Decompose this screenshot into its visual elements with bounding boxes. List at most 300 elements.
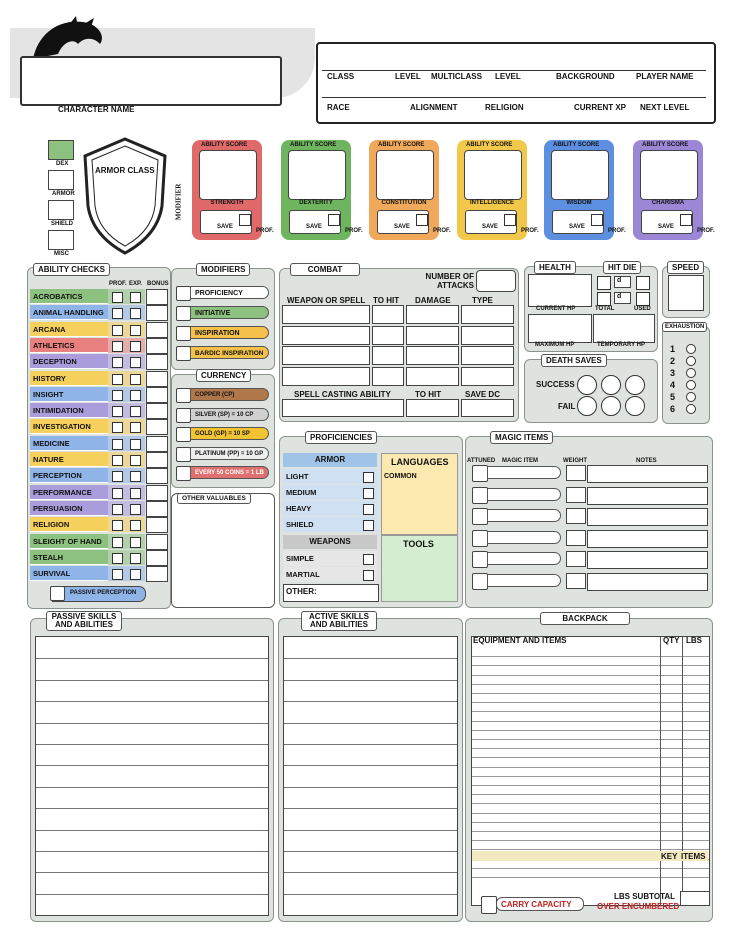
save-input[interactable]	[289, 210, 341, 234]
exhaustion-circle[interactable]	[686, 368, 696, 378]
exp-checkbox[interactable]	[130, 520, 141, 531]
weight-input[interactable]	[566, 487, 586, 503]
notes-input[interactable]	[587, 530, 708, 548]
exhaustion-circle[interactable]	[686, 356, 696, 366]
fail-circle-2[interactable]	[601, 396, 621, 416]
save-label: SAVE	[482, 224, 498, 230]
modifier-inspiration[interactable]: INSPIRATION	[190, 326, 269, 339]
magic-item-col-label: MAGIC ITEM	[502, 458, 538, 464]
ability-constitution[interactable]	[369, 140, 451, 240]
max-hp-label: MAXIMUM HP	[535, 342, 575, 348]
currency-2[interactable]: GOLD (GP) = 10 SP	[190, 427, 269, 440]
modifier-initiative[interactable]: INITIATIVE	[190, 306, 269, 319]
tohit-input[interactable]	[372, 367, 404, 386]
background-label: BACKGROUND	[556, 72, 615, 81]
exhaustion-level: 4	[670, 380, 676, 390]
fail-circle-3[interactable]	[625, 396, 645, 416]
backpack-line	[472, 840, 709, 841]
skill-perception: PERCEPTION	[30, 468, 108, 483]
exp-checkbox[interactable]	[130, 374, 141, 385]
weight-input[interactable]	[566, 530, 586, 546]
magic-item-input[interactable]	[487, 509, 561, 522]
notes-input[interactable]	[587, 508, 708, 526]
type-input[interactable]	[461, 305, 514, 324]
active-skills-lines[interactable]	[283, 636, 458, 916]
exp-checkbox[interactable]	[130, 569, 141, 580]
player-name-label: PLAYER NAME	[636, 72, 694, 81]
currency-4[interactable]: EVERY 50 COINS = 1 LB	[190, 466, 269, 479]
prof-checkbox[interactable]	[112, 390, 123, 401]
ability-intelligence[interactable]	[457, 140, 539, 240]
exp-checkbox[interactable]	[130, 292, 141, 303]
ruled-line	[36, 808, 268, 809]
class-label: CLASS	[327, 72, 355, 81]
ruled-line	[36, 658, 268, 659]
ruled-line	[36, 701, 268, 702]
bonus-input[interactable]	[146, 289, 168, 305]
save-prof-checkbox[interactable]	[416, 214, 428, 226]
armor-prof-checkbox[interactable]	[363, 488, 374, 499]
bonus-input[interactable]	[146, 566, 168, 582]
race-label: RACE	[327, 103, 350, 112]
ability-score-label: ABILITY SCORE	[553, 142, 600, 148]
backpack-line	[472, 675, 709, 676]
notes-input[interactable]	[587, 487, 708, 505]
weight-input[interactable]	[566, 508, 586, 524]
over-encumbered-label: OVER ENCUMBERED	[597, 902, 680, 911]
exp-checkbox[interactable]	[130, 406, 141, 417]
ability-name: STRENGTH	[210, 200, 244, 206]
armor-prof-checkbox[interactable]	[363, 520, 374, 531]
ability-name: DEXTERITY	[299, 200, 333, 206]
save-input[interactable]	[552, 210, 604, 234]
spell-tohit-input[interactable]	[406, 399, 459, 417]
success-circle-1[interactable]	[577, 375, 597, 395]
bonus-input[interactable]	[146, 501, 168, 517]
prof-checkbox[interactable]	[112, 553, 123, 564]
prof-checkbox[interactable]	[112, 455, 123, 466]
tools-label: TOOLS	[403, 539, 434, 549]
currency-3[interactable]: PLATINUM (PP) = 10 GP	[190, 447, 269, 460]
backpack-line	[472, 785, 709, 786]
coin-cap	[176, 408, 191, 423]
damage-col-label: DAMAGE	[415, 296, 451, 305]
notes-input[interactable]	[587, 573, 708, 591]
speed-input[interactable]	[668, 275, 704, 311]
weapon-prof-simple: SIMPLE	[283, 551, 377, 566]
bonus-input[interactable]	[146, 354, 168, 370]
save-prof-checkbox[interactable]	[680, 214, 692, 226]
notes-input[interactable]	[587, 465, 708, 483]
weight-input[interactable]	[566, 551, 586, 567]
armor-prof-medium: MEDIUM	[283, 485, 377, 500]
save-label: SAVE	[569, 224, 585, 230]
backpack-line	[472, 656, 709, 657]
tohit-input[interactable]	[372, 346, 404, 365]
damage-input[interactable]	[406, 326, 459, 345]
prof-checkbox[interactable]	[112, 504, 123, 515]
carry-capacity-cap	[481, 896, 497, 914]
exhaustion-circle[interactable]	[686, 344, 696, 354]
dex-box[interactable]	[48, 140, 74, 160]
exp-checkbox[interactable]	[130, 439, 141, 450]
backpack-line	[472, 794, 709, 795]
ruled-line	[36, 680, 268, 681]
exp-checkbox[interactable]	[130, 553, 141, 564]
exp-checkbox[interactable]	[130, 422, 141, 433]
character-name-field[interactable]	[20, 56, 282, 106]
weapon-prof-checkbox[interactable]	[363, 570, 374, 581]
magic-item-input[interactable]	[487, 531, 561, 544]
ruled-line	[284, 851, 457, 852]
spell-ability-label: SPELL CASTING ABILITY	[294, 390, 391, 399]
skill-deception: DECEPTION	[30, 354, 108, 369]
combat-title: COMBAT	[290, 263, 360, 276]
fail-circle-1[interactable]	[577, 396, 597, 416]
prof-checkbox[interactable]	[112, 520, 123, 531]
bonus-input[interactable]	[146, 403, 168, 419]
exhaustion-title: EXHAUSTION	[662, 322, 707, 332]
save-input[interactable]	[465, 210, 517, 234]
exp-checkbox[interactable]	[130, 455, 141, 466]
temp-hp-input[interactable]	[593, 314, 655, 343]
prof-checkbox[interactable]	[112, 357, 123, 368]
equipment-label: EQUIPMENT AND ITEMS	[473, 636, 567, 645]
lbs-subtotal-input[interactable]	[680, 891, 710, 906]
prof-checkbox[interactable]	[112, 341, 123, 352]
current-hp-label: CURRENT HP	[536, 306, 576, 312]
spell-savedc-input[interactable]	[461, 399, 514, 417]
ability-name: INTELLIGENCE	[469, 200, 514, 206]
ruled-line	[284, 787, 457, 788]
character-name-label: CHARACTER NAME	[58, 105, 135, 114]
ability-checks-title: ABILITY CHECKS	[33, 263, 110, 276]
hit-die-d-field[interactable]: d	[614, 276, 631, 288]
spell-savedc-label: SAVE DC	[465, 390, 500, 399]
bonus-input[interactable]	[146, 338, 168, 354]
ability-name: WISDOM	[566, 200, 592, 206]
modifier-cap	[176, 286, 191, 301]
damage-input[interactable]	[406, 367, 459, 386]
attuned-col-label: ATTUNED	[467, 458, 496, 464]
armor-prof-checkbox[interactable]	[363, 504, 374, 515]
bonus-input[interactable]	[146, 452, 168, 468]
skill-survival: SURVIVAL	[30, 566, 108, 581]
passive-perception-label: PASSIVE PERCEPTION	[70, 590, 137, 596]
backpack-line	[472, 813, 709, 814]
attuned-cap[interactable]	[472, 487, 488, 504]
prof-checkbox[interactable]	[112, 422, 123, 433]
exp-checkbox[interactable]	[130, 488, 141, 499]
modifier-cap	[176, 326, 191, 341]
save-label: SAVE	[394, 224, 410, 230]
skill-history: HISTORY	[30, 371, 108, 386]
ruled-line	[284, 872, 457, 873]
misc-label: MISC	[54, 251, 69, 257]
exp-checkbox[interactable]	[130, 325, 141, 336]
hit-die-total-box[interactable]	[597, 276, 611, 290]
armor-prof-shield: SHIELD	[283, 517, 377, 532]
type-input[interactable]	[461, 367, 514, 386]
tohit-input[interactable]	[372, 305, 404, 324]
ability-score-input[interactable]	[551, 150, 609, 200]
save-prof-checkbox[interactable]	[328, 214, 340, 226]
ruled-line	[36, 765, 268, 766]
skill-athletics: ATHLETICS	[30, 338, 108, 353]
type-input[interactable]	[461, 326, 514, 345]
ability-score-input[interactable]	[376, 150, 434, 200]
backpack-line	[472, 739, 709, 740]
death-saves-title: DEATH SAVES	[541, 354, 607, 367]
save-prof-checkbox[interactable]	[591, 214, 603, 226]
ability-wisdom[interactable]	[544, 140, 626, 240]
save-label: SAVE	[658, 224, 674, 230]
magic-item-input[interactable]	[487, 466, 561, 479]
speed-title: SPEED	[667, 261, 704, 274]
attuned-cap[interactable]	[472, 508, 488, 525]
hit-die-used-box[interactable]	[636, 276, 650, 290]
ruled-line	[36, 830, 268, 831]
save-input[interactable]	[641, 210, 693, 234]
weight-input[interactable]	[566, 573, 586, 589]
currency-1[interactable]: SILVER (SP) = 10 CP	[190, 408, 269, 421]
backpack-line	[472, 702, 709, 703]
bonus-input[interactable]	[146, 485, 168, 501]
ability-name: CONSTITUTION	[381, 200, 427, 206]
hit-die-title: HIT DIE	[603, 261, 641, 274]
bonus-input[interactable]	[146, 468, 168, 484]
hit-die-used-box-2[interactable]	[636, 292, 650, 306]
exp-checkbox[interactable]	[130, 504, 141, 515]
damage-input[interactable]	[406, 305, 459, 324]
exhaustion-circle[interactable]	[686, 404, 696, 414]
prof-checkbox[interactable]	[112, 439, 123, 450]
bonus-input[interactable]	[146, 419, 168, 435]
backpack-line	[472, 711, 709, 712]
level2-label: LEVEL	[495, 72, 521, 81]
exhaustion-circle[interactable]	[686, 380, 696, 390]
multiclass-label: MULTICLASS	[431, 72, 482, 81]
bonus-input[interactable]	[146, 305, 168, 321]
ability-score-label: ABILITY SCORE	[466, 142, 513, 148]
tohit-col-label: TO HIT	[373, 296, 400, 305]
ruled-line	[284, 894, 457, 895]
armor-box[interactable]	[48, 170, 74, 190]
bonus-input[interactable]	[146, 534, 168, 550]
backpack-line	[472, 665, 709, 666]
weapon-input[interactable]	[282, 367, 370, 386]
prof-label: PROF.	[256, 228, 274, 234]
temp-hp-label: TEMPORARY HP	[597, 342, 646, 348]
weight-input[interactable]	[566, 465, 586, 481]
armor-header: ARMOR	[283, 453, 377, 467]
skill-religion: RELIGION	[30, 517, 108, 532]
ruled-line	[36, 851, 268, 852]
bonus-input[interactable]	[146, 550, 168, 566]
languages-label: LANGUAGES	[391, 457, 449, 467]
attuned-cap[interactable]	[472, 465, 488, 482]
prof-label: PROF.	[433, 228, 451, 234]
qty-divider	[660, 637, 661, 905]
magic-item-input[interactable]	[487, 574, 561, 587]
tohit-input[interactable]	[372, 326, 404, 345]
ability-strength[interactable]	[192, 140, 274, 240]
save-input[interactable]	[377, 210, 429, 234]
death-fail-label: FAIL	[558, 402, 576, 411]
qty-label: QTY	[663, 636, 680, 645]
currency-0[interactable]: COPPER (CP)	[190, 388, 269, 401]
backpack-line	[472, 877, 709, 878]
common-language: COMMON	[384, 473, 417, 480]
prof-checkbox[interactable]	[112, 308, 123, 319]
weapon-input[interactable]	[282, 305, 370, 324]
backpack-line	[472, 721, 709, 722]
skill-sleight-of-hand: SLEIGHT OF HAND	[30, 534, 108, 549]
modifier-vertical-label: MODIFIER	[174, 183, 183, 221]
current-hp-input[interactable]	[528, 274, 592, 307]
modifier-cap	[176, 346, 191, 361]
skill-nature: NATURE	[30, 452, 108, 467]
exp-checkbox[interactable]	[130, 471, 141, 482]
ruled-line	[284, 680, 457, 681]
weapons-header: WEAPONS	[283, 535, 377, 549]
bonus-input[interactable]	[146, 517, 168, 533]
skill-intimidation: INTIMIDATION	[30, 403, 108, 418]
prof-checkbox[interactable]	[112, 406, 123, 417]
shield-label: SHIELD	[51, 221, 74, 227]
weapon-input[interactable]	[282, 326, 370, 345]
prof-col-label: PROF.	[109, 281, 127, 287]
ability-score-input[interactable]	[199, 150, 257, 200]
hit-die-used-label: USED	[634, 306, 651, 312]
armor-class-shield-icon[interactable]	[82, 136, 168, 256]
key-label: KEY	[661, 852, 678, 861]
skill-investigation: INVESTIGATION	[30, 419, 108, 434]
max-hp-input[interactable]	[528, 314, 592, 343]
other-valuables-panel[interactable]	[171, 493, 275, 608]
ability-score-label: ABILITY SCORE	[290, 142, 337, 148]
success-circle-3[interactable]	[625, 375, 645, 395]
exp-checkbox[interactable]	[130, 357, 141, 368]
ruled-line	[36, 894, 268, 895]
prof-checkbox[interactable]	[112, 471, 123, 482]
passive-perception-cap	[50, 586, 65, 601]
backpack-table[interactable]	[471, 636, 710, 906]
save-label: SAVE	[306, 224, 322, 230]
misc-box[interactable]	[48, 230, 74, 250]
ruled-line	[36, 872, 268, 873]
ability-score-label: ABILITY SCORE	[642, 142, 689, 148]
weapon-prof-checkbox[interactable]	[363, 554, 374, 565]
spell-ability-input[interactable]	[282, 399, 404, 417]
prof-checkbox[interactable]	[112, 488, 123, 499]
exp-checkbox[interactable]	[130, 537, 141, 548]
religion-label: RELIGION	[485, 103, 524, 112]
exhaustion-circle[interactable]	[686, 392, 696, 402]
ability-score-label: ABILITY SCORE	[378, 142, 425, 148]
backpack-line	[472, 868, 709, 869]
ability-dexterity[interactable]	[281, 140, 363, 240]
passive-skills-lines[interactable]	[35, 636, 269, 916]
ability-charisma[interactable]	[633, 140, 715, 240]
modifier-proficiency[interactable]: PROFICIENCY	[190, 286, 269, 299]
exhaustion-level: 3	[670, 368, 676, 378]
other-valuables-title: OTHER VALUABLES	[177, 493, 251, 504]
prof-label: PROF.	[521, 228, 539, 234]
attuned-cap[interactable]	[472, 551, 488, 568]
magic-item-input[interactable]	[487, 552, 561, 565]
exp-checkbox[interactable]	[130, 308, 141, 319]
items-label: ITEMS	[681, 852, 706, 861]
prof-checkbox[interactable]	[112, 374, 123, 385]
save-prof-checkbox[interactable]	[504, 214, 516, 226]
carry-capacity-button[interactable]: CARRY CAPACITY	[496, 897, 584, 911]
bonus-col-label: BONUS	[147, 281, 169, 287]
level-label: LEVEL	[395, 72, 421, 81]
type-col-label: TYPE	[472, 296, 493, 305]
ability-score-input[interactable]	[640, 150, 698, 200]
prof-checkbox[interactable]	[112, 569, 123, 580]
weapon-input[interactable]	[282, 346, 370, 365]
ruled-line	[284, 701, 457, 702]
damage-input[interactable]	[406, 346, 459, 365]
armor-prof-light: LIGHT	[283, 469, 377, 484]
bonus-input[interactable]	[146, 387, 168, 403]
modifier-cap	[176, 306, 191, 321]
bonus-input[interactable]	[146, 322, 168, 338]
hit-die-d-field-2[interactable]: d	[614, 292, 631, 304]
exp-checkbox[interactable]	[130, 390, 141, 401]
ability-score-input[interactable]	[464, 150, 522, 200]
prof-checkbox[interactable]	[112, 537, 123, 548]
type-input[interactable]	[461, 346, 514, 365]
shield-box[interactable]	[48, 200, 74, 220]
exp-checkbox[interactable]	[130, 341, 141, 352]
prof-label: PROF.	[697, 228, 715, 234]
save-input[interactable]	[200, 210, 252, 234]
passive-skills-title: PASSIVE SKILLS AND ABILITIES	[46, 611, 122, 631]
skill-persuasion: PERSUASION	[30, 501, 108, 516]
prof-checkbox[interactable]	[112, 325, 123, 336]
save-prof-checkbox[interactable]	[239, 214, 251, 226]
skill-medicine: MEDICINE	[30, 436, 108, 451]
attuned-cap[interactable]	[472, 573, 488, 590]
backpack-line	[472, 693, 709, 694]
modifier-bardic-inspiration[interactable]: BARDIC INSPIRATION	[190, 346, 269, 359]
hit-die-total-box-2[interactable]	[597, 292, 611, 306]
other-prof-label: OTHER:	[286, 587, 317, 596]
next-level-label: NEXT LEVEL	[640, 103, 690, 112]
weight-col-label: WEIGHT	[563, 458, 587, 464]
attuned-cap[interactable]	[472, 530, 488, 547]
ruled-line	[284, 723, 457, 724]
notes-input[interactable]	[587, 551, 708, 569]
bonus-input[interactable]	[146, 371, 168, 387]
exhaustion-level: 1	[670, 344, 676, 354]
backpack-line	[472, 748, 709, 749]
armor-prof-checkbox[interactable]	[363, 472, 374, 483]
ability-score-input[interactable]	[288, 150, 346, 200]
prof-checkbox[interactable]	[112, 292, 123, 303]
success-circle-2[interactable]	[601, 375, 621, 395]
lbs-subtotal-label: LBS SUBTOTAL	[614, 892, 676, 901]
coin-cap	[176, 427, 191, 442]
alignment-label: ALIGNMENT	[410, 103, 458, 112]
magic-item-input[interactable]	[487, 488, 561, 501]
bonus-input[interactable]	[146, 436, 168, 452]
number-of-attacks-input[interactable]	[476, 270, 516, 292]
exhaustion-level: 6	[670, 404, 676, 414]
